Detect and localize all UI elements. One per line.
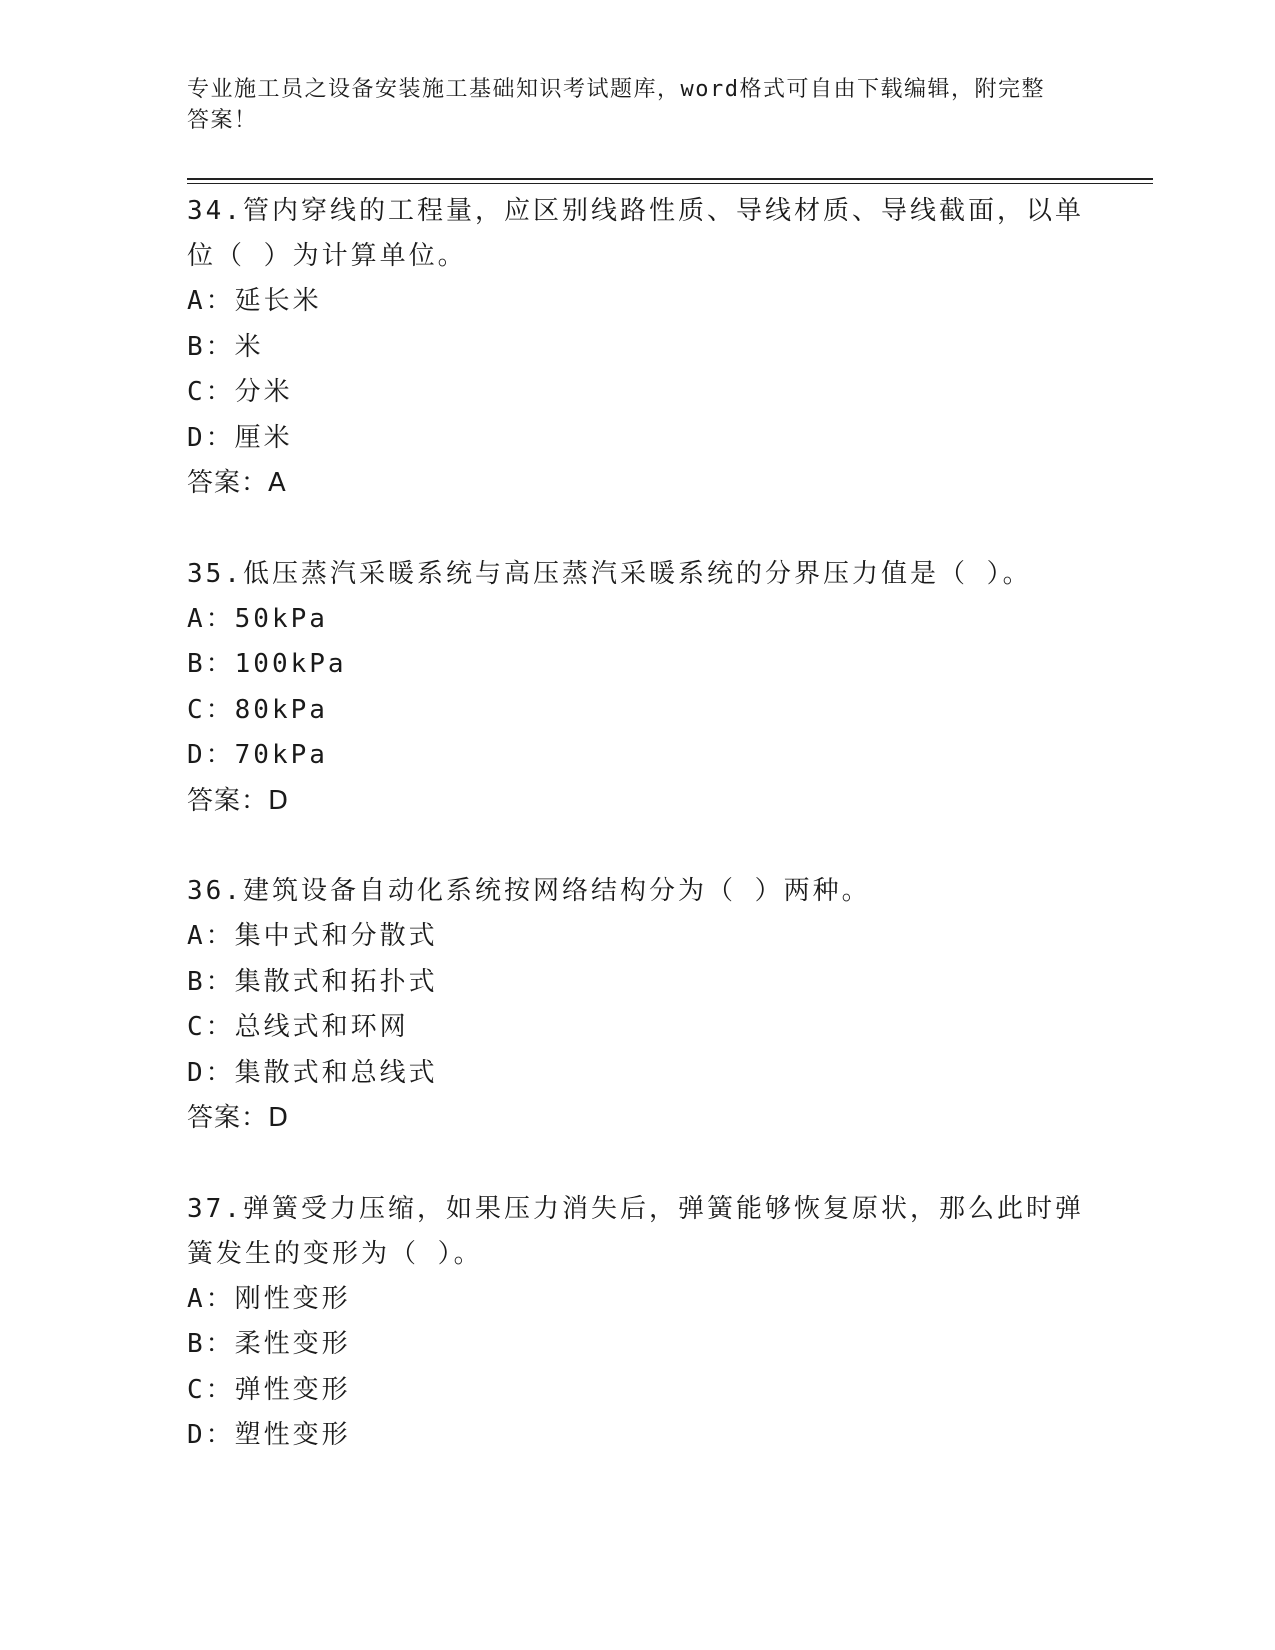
question-list bbox=[187, 189, 1087, 1504]
option-b: B：米 bbox=[187, 331, 264, 362]
answer-label: 答案：D bbox=[187, 785, 290, 816]
option-b: B：集散式和拓扑式 bbox=[187, 966, 438, 997]
option-c: C：总线式和环网 bbox=[187, 1012, 409, 1042]
option-c: C：80kPa bbox=[187, 694, 328, 725]
option-a: A：延长米 bbox=[187, 286, 322, 316]
option-a: A：刚性变形 bbox=[187, 1283, 351, 1314]
answer-label: 答案：A bbox=[187, 468, 287, 498]
question-text: 36.建筑设备自动化系统按网络结构分为（ ）两种。 bbox=[187, 876, 871, 906]
header-divider-thick bbox=[187, 178, 1153, 180]
question-35 bbox=[187, 552, 1087, 825]
option-d: D：厘米 bbox=[187, 422, 293, 453]
option-d: D：70kPa bbox=[187, 740, 328, 770]
option-a: A：集中式和分散式 bbox=[187, 921, 438, 951]
header-divider-thin bbox=[187, 183, 1153, 184]
option-b: B：柔性变形 bbox=[187, 1329, 351, 1359]
question-text: 35.低压蒸汽采暖系统与高压蒸汽采暖系统的分界压力值是（ ）。 bbox=[187, 558, 1032, 589]
question-37 bbox=[187, 1187, 1087, 1459]
option-c: C：弹性变形 bbox=[187, 1374, 351, 1405]
document-header: 专业施工员之设备安装施工基础知识考试题库，word格式可自由下载编辑，附完整答案！ bbox=[187, 77, 1045, 133]
question-36 bbox=[187, 869, 1087, 1142]
answer-label: 答案：D bbox=[187, 1103, 290, 1133]
question-text: 37.弹簧受力压缩，如果压力消失后，弹簧能够恢复原状，那么此时弹簧发生的变形为（ ）。 bbox=[187, 1193, 1084, 1269]
option-d: D：集散式和总线式 bbox=[187, 1057, 438, 1088]
question-text: 34.管内穿线的工程量，应区别线路性质、导线材质、导线截面，以单位（ ）为计算单位。 bbox=[187, 196, 1084, 271]
option-d: D：塑性变形 bbox=[187, 1420, 351, 1450]
option-a: A：50kPa bbox=[187, 603, 328, 634]
option-c: C：分米 bbox=[187, 377, 293, 407]
question-34 bbox=[187, 189, 1087, 507]
option-b: B：100kPa bbox=[187, 649, 347, 679]
